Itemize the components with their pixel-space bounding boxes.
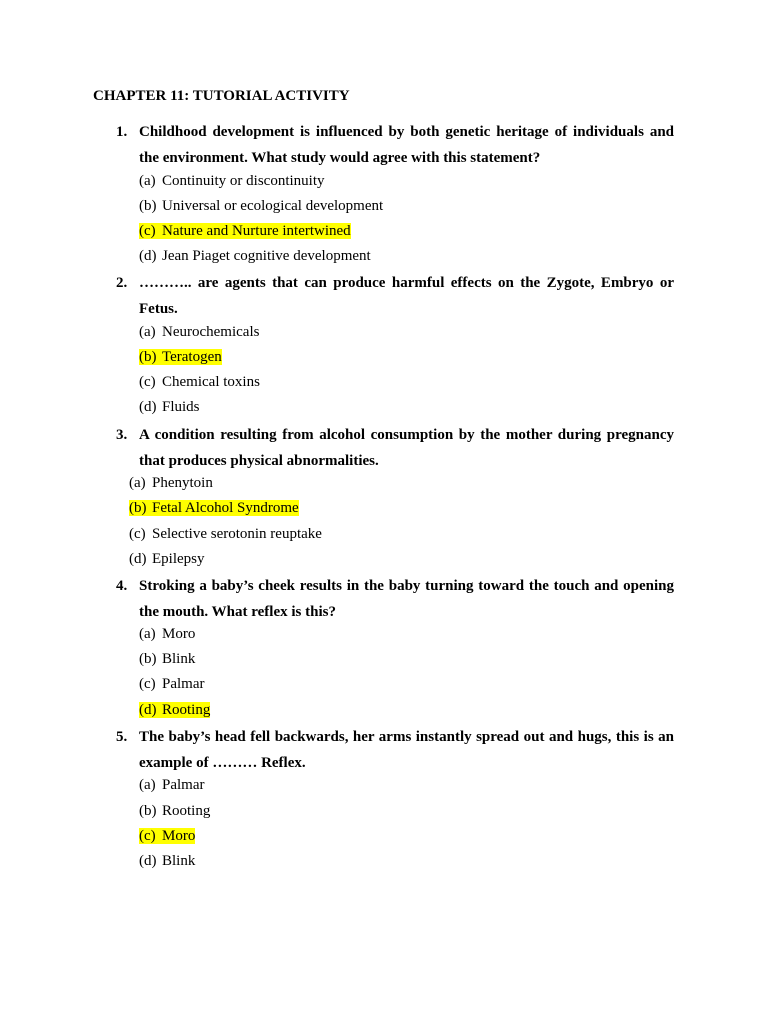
option-4d	[139, 700, 210, 720]
question-text: A condition resulting from alcohol consumption by the mother during pregnancy that produces physical abnormalities.	[139, 427, 674, 469]
question-number: 3.	[116, 427, 128, 443]
option-3d	[129, 549, 205, 569]
question-text: Stroking a baby’s cheek results in the baby turning toward the touch and opening the mouth. What reflex is this?	[139, 578, 674, 620]
option-text: Palmar	[162, 676, 205, 692]
option-text: Jean Piaget cognitive development	[162, 248, 371, 264]
option-text: Fluids	[162, 399, 200, 415]
option-label: (a)	[139, 173, 156, 189]
option-2b	[139, 347, 222, 367]
option-text: Moro	[162, 828, 196, 844]
option-label: (b)	[139, 803, 157, 819]
option-text: Moro	[162, 626, 196, 642]
option-2d	[139, 397, 200, 417]
question-text: ……….. are agents that can produce harmful effects on the Zygote, Embryo or Fetus.	[139, 275, 674, 317]
option-3a	[129, 473, 213, 493]
option-label: (b)	[129, 500, 147, 516]
option-text: Palmar	[162, 777, 205, 793]
option-1b	[139, 196, 383, 216]
option-5a	[139, 775, 205, 795]
option-label: (a)	[139, 777, 156, 793]
option-3b	[129, 498, 299, 518]
option-label: (d)	[139, 702, 157, 718]
option-text: Nature and Nurture intertwined	[162, 223, 351, 239]
question-number: 5.	[116, 729, 128, 745]
option-text: Selective serotonin reuptake	[152, 526, 322, 542]
option-4b	[139, 649, 195, 669]
page-title: CHAPTER 11: TUTORIAL ACTIVITY	[93, 88, 350, 104]
option-1a	[139, 171, 325, 191]
option-label: (c)	[139, 374, 156, 390]
option-text: Blink	[162, 651, 196, 667]
answer-highlight	[139, 702, 210, 718]
option-label: (a)	[139, 324, 156, 340]
option-text: Teratogen	[162, 349, 222, 365]
option-5b	[139, 801, 210, 821]
option-text: Blink	[162, 853, 196, 869]
question-number: 4.	[116, 578, 128, 594]
option-label: (c)	[139, 223, 156, 239]
option-text: Continuity or discontinuity	[162, 173, 325, 189]
option-text: Fetal Alcohol Syndrome	[152, 500, 299, 516]
question-text: Childhood development is influenced by both genetic heritage of individuals and the environment. What study would agree with this statement?	[139, 124, 674, 166]
answer-highlight	[139, 828, 195, 844]
option-label: (d)	[139, 853, 157, 869]
option-text: Epilepsy	[152, 551, 205, 567]
option-text: Rooting	[162, 702, 211, 718]
option-4c	[139, 674, 205, 694]
option-label: (b)	[139, 349, 157, 365]
option-label: (b)	[139, 198, 157, 214]
option-1c	[139, 221, 351, 241]
option-text: Neurochemicals	[162, 324, 260, 340]
option-2c	[139, 372, 260, 392]
option-label: (d)	[139, 399, 157, 415]
option-label: (c)	[129, 526, 146, 542]
option-5d	[139, 851, 195, 871]
option-label: (a)	[139, 626, 156, 642]
option-text: Chemical toxins	[162, 374, 260, 390]
option-label: (c)	[139, 828, 156, 844]
question-number: 2.	[116, 275, 128, 291]
answer-highlight	[129, 500, 299, 516]
option-3c	[129, 524, 322, 544]
answer-highlight	[139, 349, 222, 365]
option-text: Universal or ecological development	[162, 198, 384, 214]
option-2a	[139, 322, 259, 342]
option-label: (c)	[139, 676, 156, 692]
option-5c	[139, 826, 195, 846]
answer-highlight	[139, 223, 351, 239]
option-label: (a)	[129, 475, 146, 491]
question-number: 1.	[116, 124, 128, 140]
option-text: Phenytoin	[152, 475, 213, 491]
option-4a	[139, 624, 195, 644]
question-text: The baby’s head fell backwards, her arms instantly spread out and hugs, this is an example of ……… Reflex.	[139, 729, 674, 771]
option-label: (b)	[139, 651, 157, 667]
option-text: Rooting	[162, 803, 211, 819]
option-label: (d)	[139, 248, 157, 264]
option-label: (d)	[129, 551, 147, 567]
option-1d	[139, 246, 371, 266]
